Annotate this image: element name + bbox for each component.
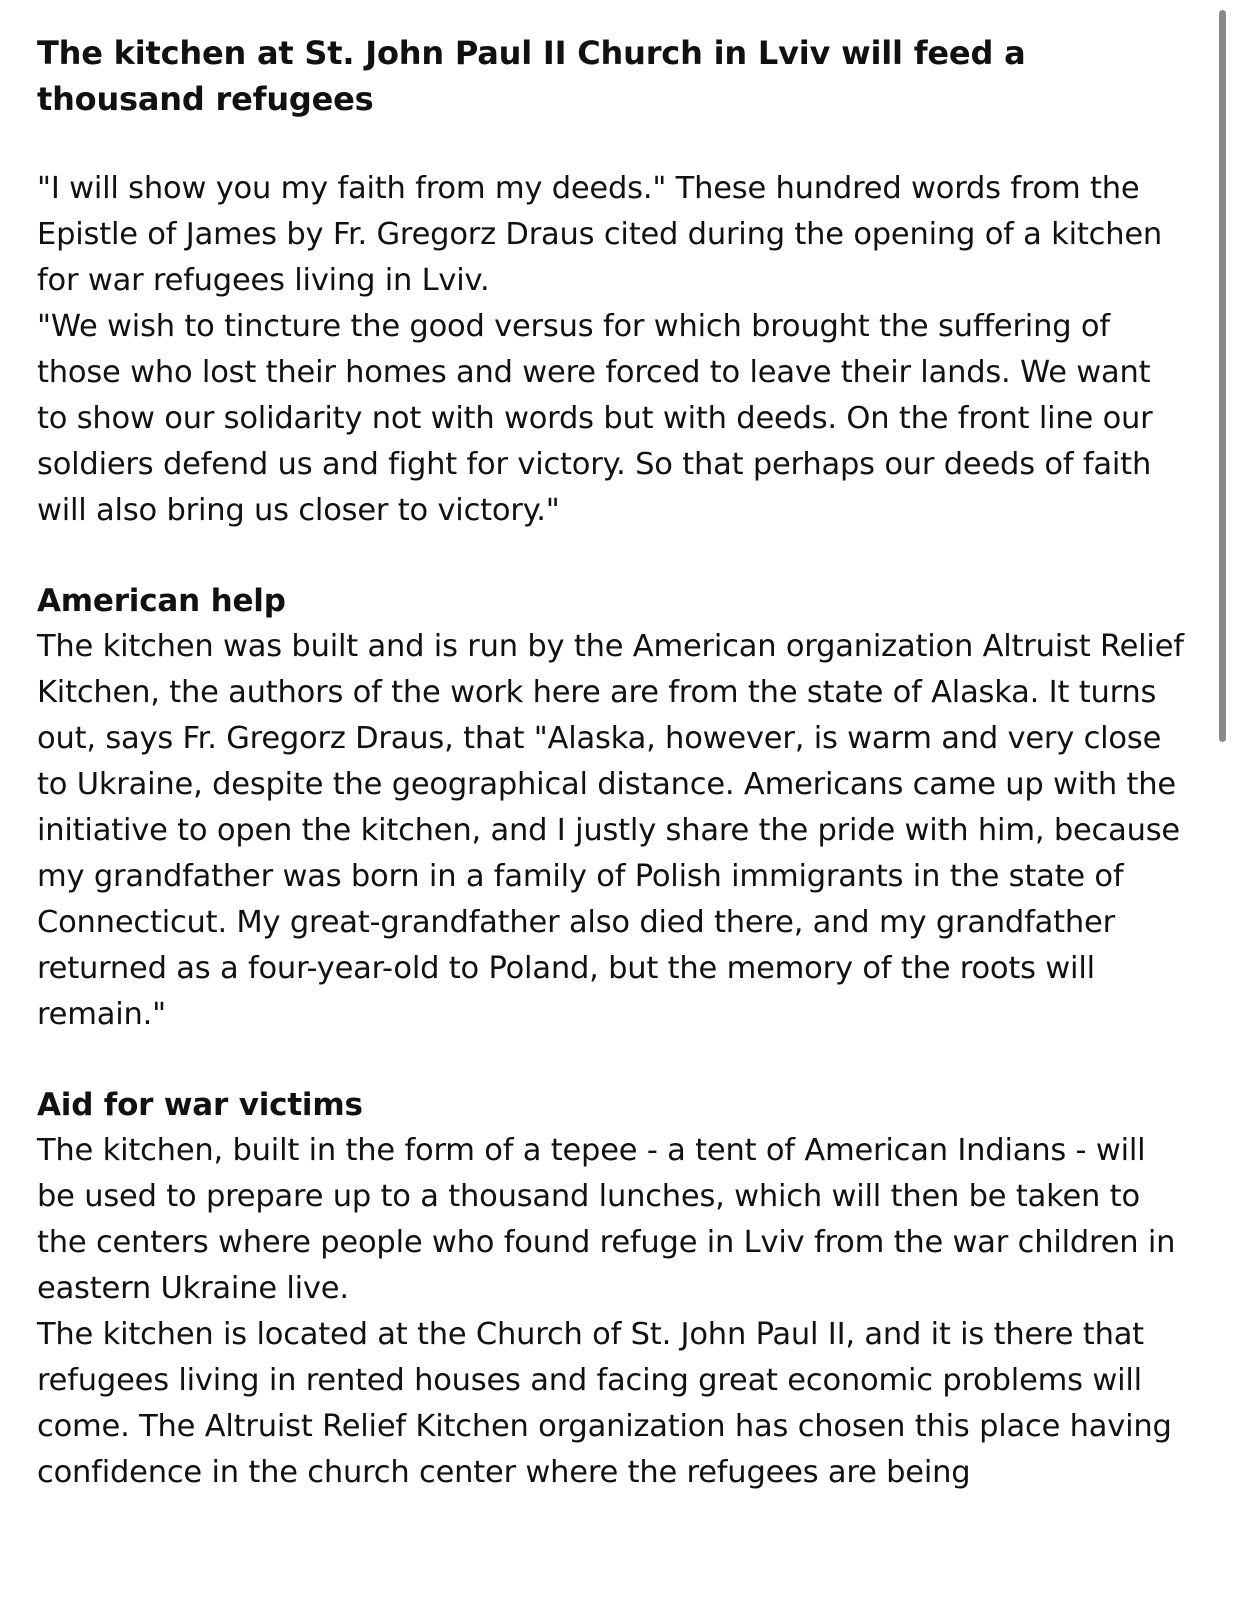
section-heading-american-help: American help [37, 583, 286, 619]
spacer [37, 122, 1187, 166]
intro-paragraph-2: "We wish to tincture the good versus for which brought the suffering of those who lost their homes and were forced to leave their lands. We want to show our solidarity not with words but with deeds. On the front line our soldiers defend us and fight for victory. So that perhaps our deeds of faith will also bring us closer to victory." [37, 309, 1153, 528]
article-title: The kitchen at St. John Paul II Church in Lviv will feed a thousand refugees [37, 34, 1026, 118]
intro-paragraph-1: "I will show you my faith from my deeds." These hundred words from the Epistle of James by Fr. Gregorz Draus cited during the opening of a kitchen for war refugees living in Lviv. [37, 171, 1163, 298]
article [37, 30, 1187, 1496]
spacer [37, 534, 1187, 578]
spacer [37, 1038, 1187, 1082]
section-1-paragraph-1: The kitchen was built and is run by the American organization Altruist Relief Kitchen, the authors of the work here are from the state of Alaska. It turns out, says Fr. Gregorz Draus, that "Alaska, however, is warm and very close to Ukraine, despite the geographical distance. Americans came up with the initiative to open the kitchen, and I justly share the pride with him, because my grandfather was born in a family of Polish immigrants in the state of Connecticut. My great-grandfather also died there, and my grandfather returned as a four-year-old to Poland, but the memory of the roots will remain." [37, 629, 1184, 1032]
section-2-paragraph-1: The kitchen, built in the form of a tepee - a tent of American Indians - will be used to prepare up to a thousand lunches, which will then be taken to the centers where people who found refuge in Lviv from the war children in eastern Ukraine live. [37, 1133, 1176, 1306]
section-heading-aid-for-war-victims: Aid for war victims [37, 1087, 363, 1123]
scrollbar-thumb[interactable] [1219, 10, 1226, 742]
section-2-paragraph-2: The kitchen is located at the Church of St. John Paul II, and it is there that refugees living in rented houses and facing great economic problems will come. The Altruist Relief Kitchen organization has chosen this place having confidence in the church center where the refugees are being [37, 1317, 1172, 1490]
